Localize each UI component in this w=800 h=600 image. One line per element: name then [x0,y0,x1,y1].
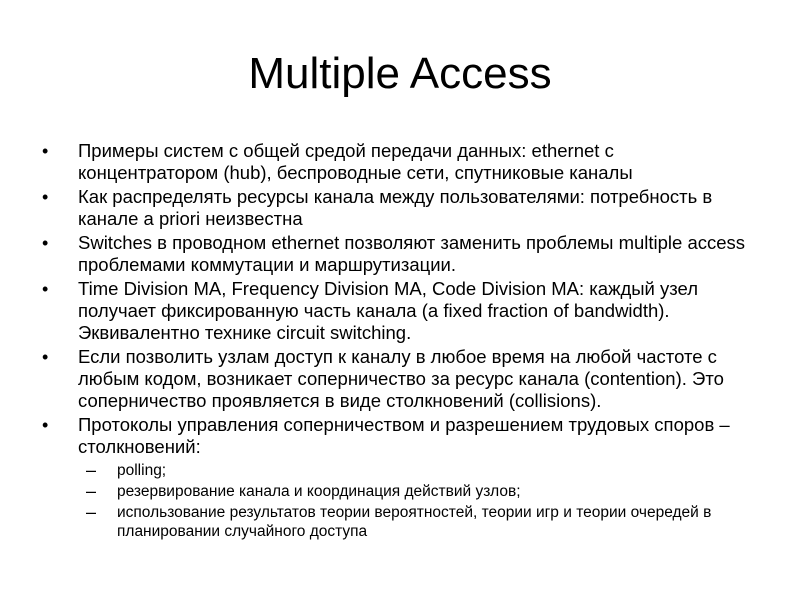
sub-bullet-marker: – [86,481,97,501]
bullet-marker: • [42,279,49,299]
bullet-list [38,140,758,543]
bullet-item [38,140,758,184]
bullet-text: Как распределять ресурсы канала между пользователями: потребность в канале a priori неизвестна [78,186,713,229]
bullet-item [38,232,758,276]
sub-bullet-item [78,482,758,501]
slide-title: Multiple Access [248,49,552,98]
sub-bullet-item [78,503,758,541]
sub-bullet-item [78,461,758,480]
bullet-text: Если позволить узлам доступ к каналу в любое время на любой частоте с любым кодом, возникает соперничество за ресурс канала (contention). Это соперничество проявляется в виде столкновений (collisions). [78,346,724,411]
sub-bullet-marker: – [86,460,97,480]
bullet-marker: • [42,187,49,207]
bullet-marker: • [42,141,49,161]
bullet-text: Switches в проводном ethernet позволяют заменить проблемы multiple access проблемами коммутации и маршрутизации. [78,232,746,275]
sub-bullet-text: резервирование канала и координация действий узлов; [117,483,521,500]
sub-bullet-text: polling; [117,462,167,479]
sub-bullet-list [78,461,758,541]
bullet-text: Примеры систем с общей средой передачи данных: ethernet с концентратором (hub), беспроводные сети, спутниковые каналы [78,140,633,183]
bullet-marker: • [42,233,49,253]
bullet-item [38,346,758,412]
sub-bullet-marker: – [86,502,97,522]
bullet-marker: • [42,347,49,367]
sub-bullet-text: использование результатов теории вероятностей, теории игр и теории очередей в планировании случайного доступа [117,504,712,540]
bullet-text: Time Division MA, Frequency Division MA, Code Division MA: каждый узел получает фиксированную часть канала (a fixed fraction of bandwidth). Эквивалентно технике circuit switching. [78,278,699,343]
bullet-item [38,278,758,344]
bullet-marker: • [42,415,49,435]
bullet-item [38,414,758,541]
bullet-item [38,186,758,230]
bullet-text: Протоколы управления соперничеством и разрешением трудовых споров – столкновений: [78,414,730,457]
